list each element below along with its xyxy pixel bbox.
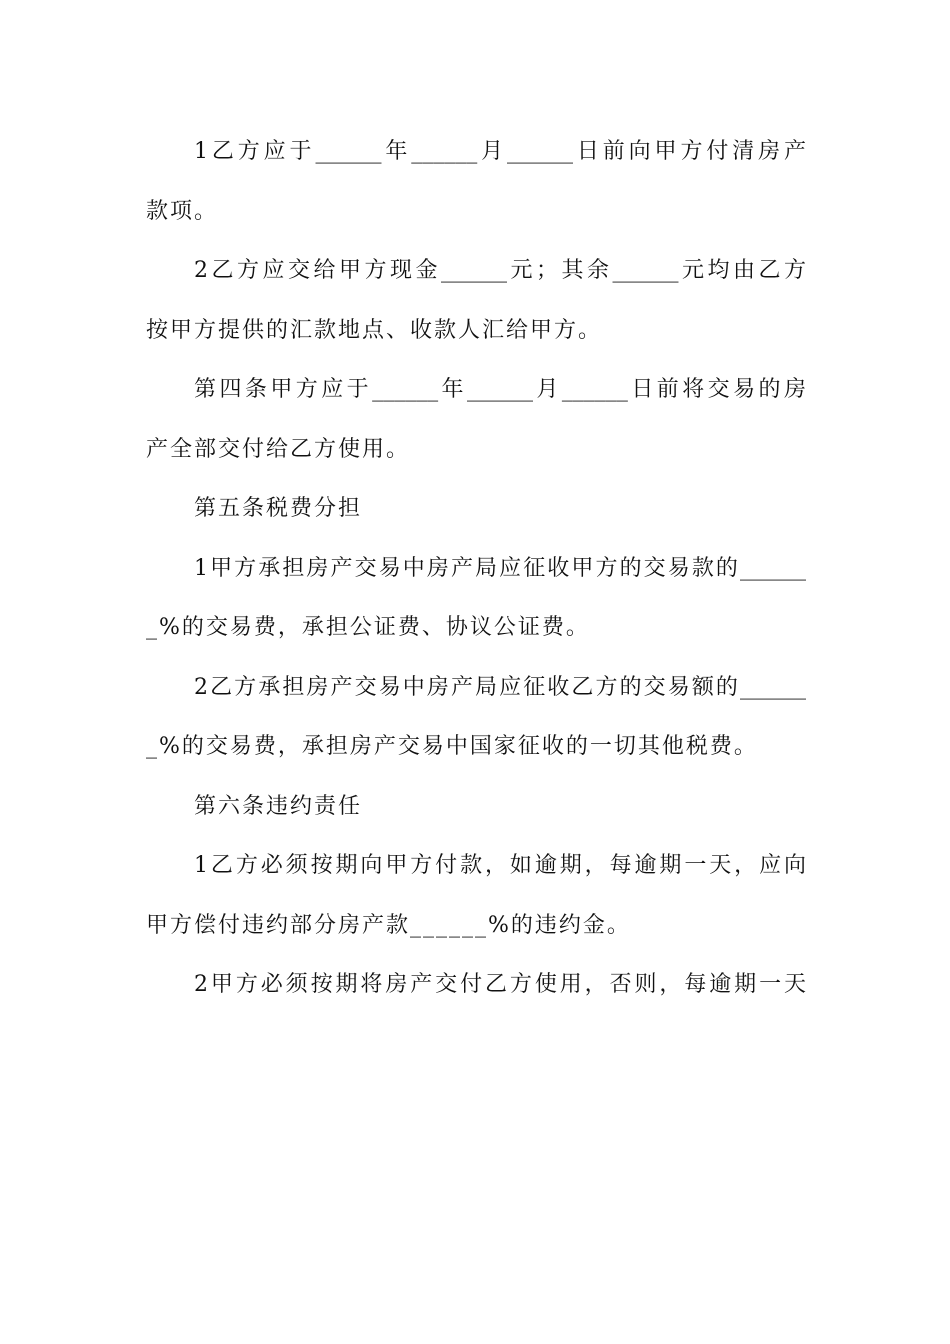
document-body — [146, 122, 806, 1015]
section-heading: 第六条违约责任 — [194, 793, 363, 819]
paragraph-line: _%的交易费，承担房产交易中国家征收的一切其他税费。 — [146, 734, 758, 759]
paragraph-line: 2乙方承担房产交易中房产局应征收乙方的交易额的______ — [194, 674, 806, 700]
paragraph-line: 产全部交付给乙方使用。 — [146, 436, 411, 462]
paragraph-line: 款项。 — [146, 198, 219, 224]
paragraph-line: 1乙方必须按期向甲方付款，如逾期，每逾期一天，应向 — [194, 853, 806, 878]
paragraph-line: 1甲方承担房产交易中房产局应征收甲方的交易款的______ — [194, 555, 806, 581]
paragraph-line: 2乙方应交给甲方现金______元；其余______元均由乙方 — [194, 258, 806, 283]
paragraph-line: 甲方偿付违约部分房产款______%的违约金。 — [146, 912, 631, 938]
paragraph-line: 第四条甲方应于______年______月______日前将交易的房 — [194, 377, 806, 402]
paragraph-line: 按甲方提供的汇款地点、收款人汇给甲方。 — [146, 317, 603, 343]
paragraph-line: _%的交易费，承担公证费、协议公证费。 — [146, 615, 590, 640]
section-heading: 第五条税费分担 — [194, 496, 363, 521]
paragraph-line: 2甲方必须按期将房产交付乙方使用，否则，每逾期一天 — [194, 972, 806, 997]
paragraph-line: 1乙方应于______年______月______日前向甲方付清房产 — [194, 139, 806, 164]
